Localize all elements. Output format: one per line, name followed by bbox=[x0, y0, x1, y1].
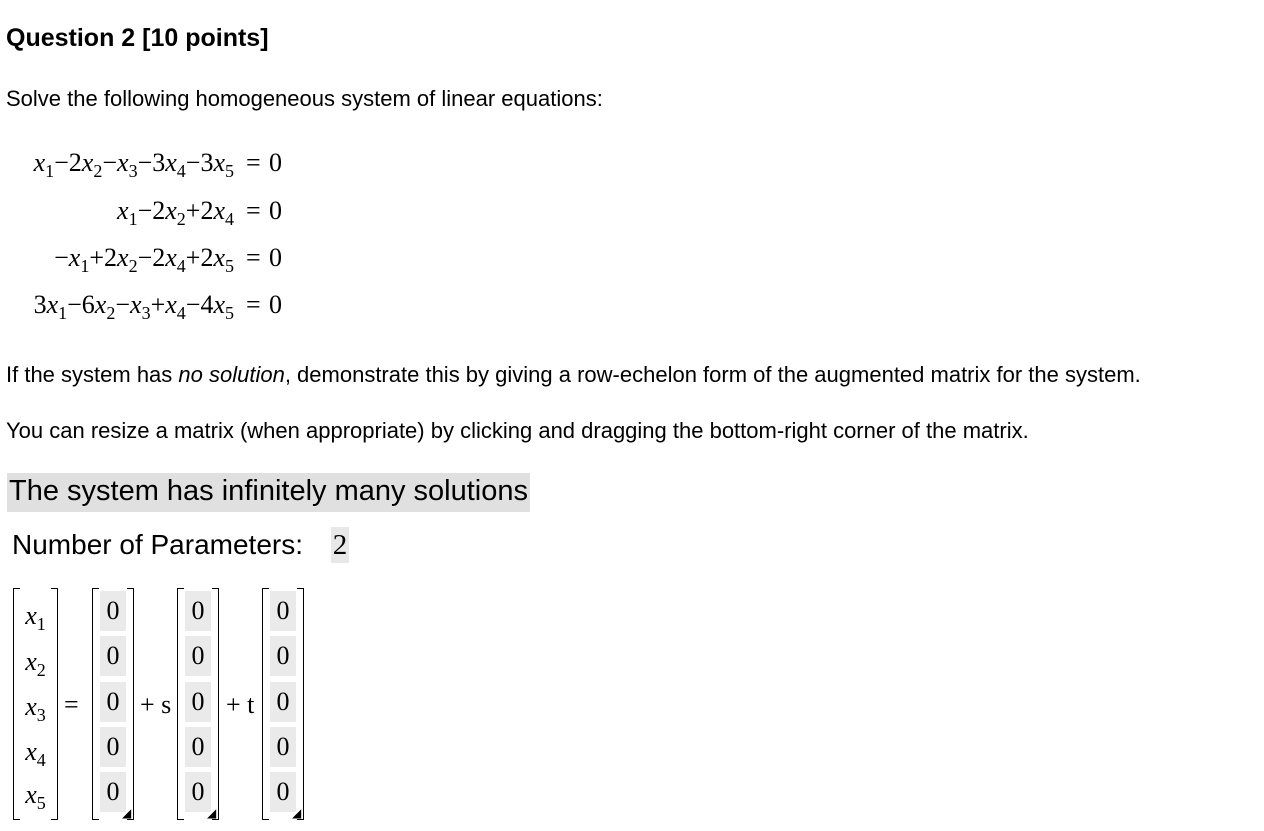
left-bracket bbox=[92, 588, 99, 820]
equation-row bbox=[0, 243, 300, 279]
right-bracket bbox=[297, 588, 304, 820]
equation-lhs: $x_1-2x_2+2x_4$ bbox=[117, 196, 234, 229]
equation-rhs: 0 bbox=[269, 290, 282, 319]
s-cell[interactable]: 0 bbox=[185, 591, 211, 631]
plus-t-text: + t bbox=[226, 690, 255, 719]
no-solution-instruction bbox=[6, 362, 1141, 388]
particular-vector[interactable] bbox=[92, 588, 134, 818]
equation-rhs: 0 bbox=[269, 243, 282, 272]
no-solution-emphasis: no solution bbox=[178, 362, 285, 387]
right-bracket bbox=[51, 588, 58, 820]
right-bracket bbox=[127, 588, 134, 820]
resize-handle-icon[interactable]: ◢ bbox=[122, 806, 132, 820]
variable-cell: $x_4$ bbox=[25, 737, 46, 770]
equals-sign: = bbox=[246, 243, 261, 272]
t-cell[interactable]: 0 bbox=[270, 636, 296, 676]
parameters-label: Number of Parameters: bbox=[12, 529, 303, 560]
variable-cell: $x_3$ bbox=[25, 692, 46, 725]
particular-cell[interactable]: 0 bbox=[100, 636, 126, 676]
equals-sign: = bbox=[246, 148, 261, 177]
equation-row bbox=[0, 196, 300, 232]
left-bracket bbox=[262, 588, 269, 820]
variable-cell: $x_5$ bbox=[25, 780, 46, 813]
resize-handle-icon[interactable]: ◢ bbox=[292, 806, 302, 820]
equation-lhs: $3x_1-6x_2-x_3+x_4-4x_5$ bbox=[33, 290, 234, 323]
question-title: Question 2 [10 points] bbox=[6, 24, 269, 52]
s-cell[interactable]: 0 bbox=[185, 727, 211, 767]
right-bracket bbox=[212, 588, 219, 820]
equals-sign: = bbox=[246, 290, 261, 319]
s-cell[interactable]: 0 bbox=[185, 772, 211, 812]
equation-row bbox=[0, 148, 300, 184]
t-cell[interactable]: 0 bbox=[270, 682, 296, 722]
plus-s-operator bbox=[140, 690, 171, 720]
t-cell[interactable]: 0 bbox=[270, 727, 296, 767]
no-solution-prefix: If the system has bbox=[6, 362, 179, 387]
t-cell[interactable]: 0 bbox=[270, 591, 296, 631]
parameters-input[interactable]: 2 bbox=[332, 529, 348, 561]
plus-s-text: + s bbox=[140, 690, 172, 719]
t-cell[interactable]: 0 bbox=[270, 772, 296, 812]
particular-cell[interactable]: 0 bbox=[100, 682, 126, 722]
particular-cell[interactable]: 0 bbox=[100, 772, 126, 812]
particular-cell[interactable]: 0 bbox=[100, 727, 126, 767]
equation-rhs: 0 bbox=[269, 196, 282, 225]
s-cell[interactable]: 0 bbox=[185, 636, 211, 676]
left-bracket bbox=[177, 588, 184, 820]
no-solution-suffix: , demonstrate this by giving a row-echelon form of the augmented matrix for the system. bbox=[284, 362, 1141, 387]
solution-type-dropdown[interactable]: The system has infinitely many solutions bbox=[7, 473, 530, 512]
equation-row bbox=[0, 290, 300, 326]
resize-handle-icon[interactable]: ◢ bbox=[207, 806, 217, 820]
particular-cell[interactable]: 0 bbox=[100, 591, 126, 631]
equation-lhs: $-x_1+2x_2-2x_4+2x_5$ bbox=[54, 243, 234, 276]
equals-operator: = bbox=[64, 690, 79, 719]
resize-hint: You can resize a matrix (when appropriate) by clicking and dragging the bottom-right corner of the matrix. bbox=[6, 418, 1029, 443]
variable-vector bbox=[13, 588, 58, 818]
plus-t-operator bbox=[226, 690, 254, 720]
t-vector[interactable] bbox=[262, 588, 304, 818]
equals-sign: = bbox=[246, 196, 261, 225]
left-bracket bbox=[13, 588, 20, 820]
variable-cell: $x_1$ bbox=[25, 601, 46, 634]
s-cell[interactable]: 0 bbox=[185, 682, 211, 722]
equation-lhs: $x_1-2x_2-x_3-3x_4-3x_5$ bbox=[33, 148, 234, 181]
equation-rhs: 0 bbox=[269, 148, 282, 177]
variable-cell: $x_2$ bbox=[25, 647, 46, 680]
instruction-text: Solve the following homogeneous system of linear equations: bbox=[6, 86, 603, 111]
s-vector[interactable] bbox=[177, 588, 219, 818]
